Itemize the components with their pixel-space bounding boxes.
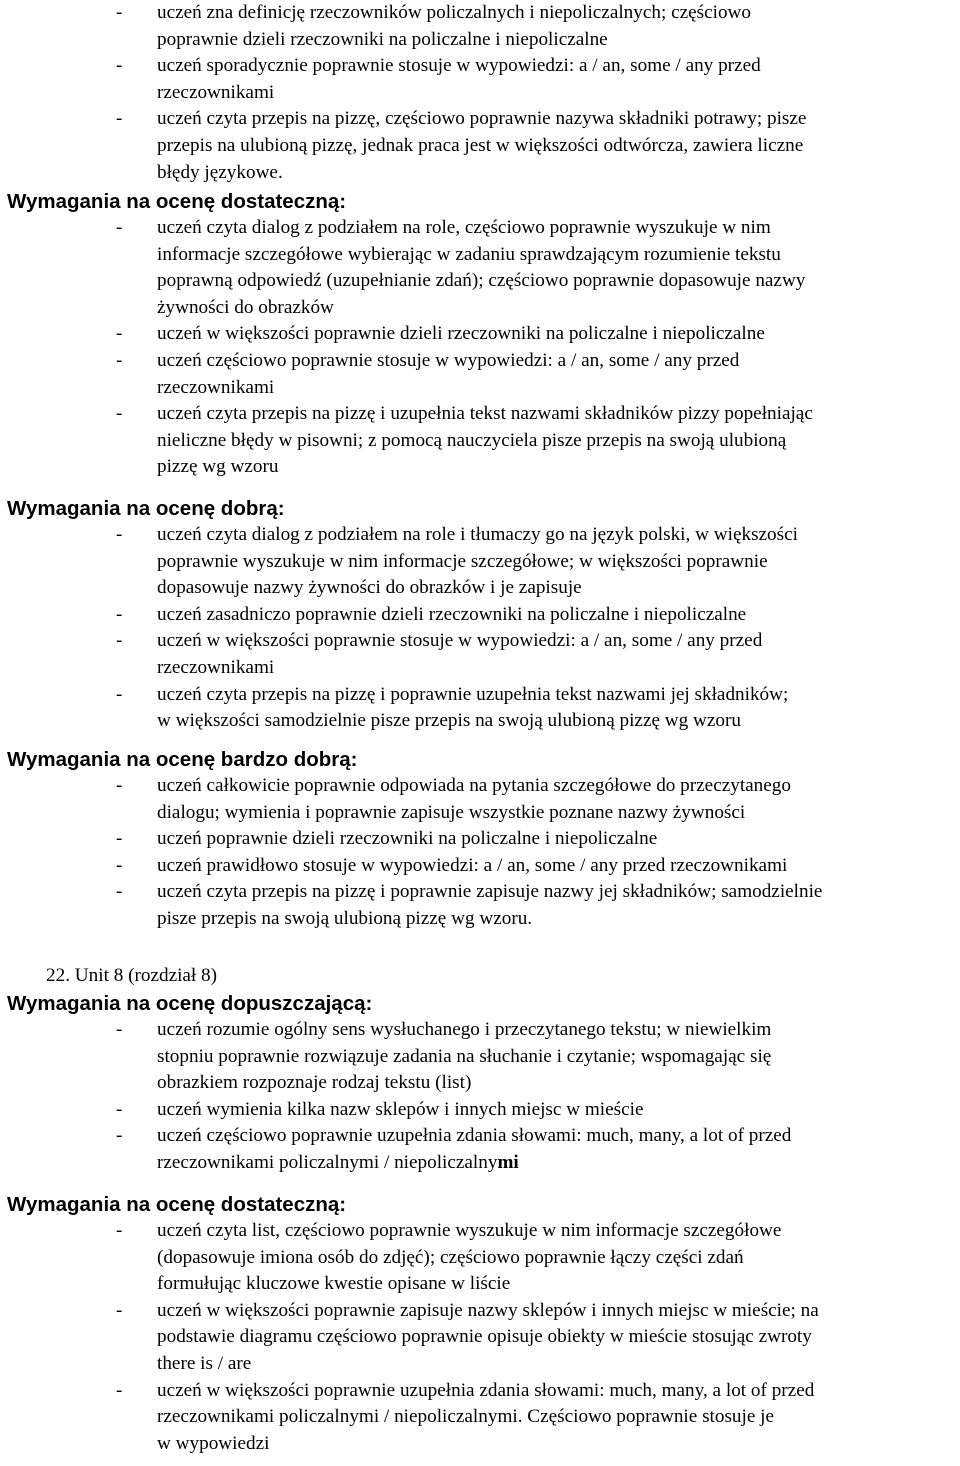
line: żywności do obrazków — [157, 296, 334, 318]
list-item — [0, 1218, 960, 1298]
list-item — [0, 1298, 960, 1378]
unit-number: 22. — [46, 965, 70, 986]
line — [157, 1150, 960, 1177]
line: poprawną odpowiedź (uzupełnianie zdań); częściowo poprawnie dopasowuje nazwy — [157, 270, 806, 292]
line: uczeń zna definicję rzeczowników policzalnych i niepoliczalnych; częściowo — [157, 2, 751, 23]
bullet-dash: - — [116, 854, 123, 876]
line: poprawnie wyszukuje w nim informacje szczegółowe; w większości poprawnie — [157, 550, 768, 572]
line: uczeń sporadycznie poprawnie stosuje w wypowiedzi: a / an, some / any przed — [157, 55, 761, 77]
list-item — [0, 401, 960, 481]
line: uczeń wymienia kilka nazw sklepów i innych miejsc w mieście — [157, 1098, 644, 1120]
list-item — [0, 1378, 960, 1458]
line: podstawie diagramu częściowo poprawnie opisuje obiekty w mieście stosując zwroty — [157, 1326, 812, 1348]
section-dostateczna-unit8 — [0, 1191, 960, 1457]
list-item — [0, 682, 960, 735]
bullet-dash: - — [116, 1379, 123, 1401]
list-item — [0, 1123, 960, 1176]
section-heading: Wymagania na ocenę dostateczną: — [7, 1193, 347, 1216]
line: pisze przepis na swoją ulubioną pizzę wg wzoru. — [157, 907, 533, 929]
bullet-dash: - — [116, 630, 123, 652]
line: poprawnie dzieli rzeczowniki na policzalne i niepoliczalne — [157, 28, 608, 50]
list-item — [0, 1097, 960, 1124]
line: (dopasowuje imiona osób do zdjęć); częściowo poprawnie łączy części zdań — [157, 1246, 744, 1268]
line: uczeń czyta przepis na pizzę i poprawnie uzupełnia tekst nazwami jej składników; — [157, 683, 789, 705]
section-heading: Wymagania na ocenę bardzo dobrą: — [7, 748, 358, 771]
list-item — [0, 348, 960, 401]
line: there is / are — [157, 1352, 252, 1374]
line: uczeń czyta przepis na pizzę i uzupełnia tekst nazwami składników pizzy popełniając — [157, 403, 813, 425]
line: w większości samodzielnie pisze przepis na swoją ulubioną pizzę wg wzoru — [157, 710, 741, 732]
bullet-dash: - — [116, 349, 123, 371]
line: uczeń częściowo poprawnie stosuje w wypowiedzi: a / an, some / any przed — [157, 349, 740, 371]
line: rzeczownikami — [157, 376, 275, 398]
unit-title: Unit 8 (rozdział 8) — [74, 965, 218, 986]
line: uczeń w większości poprawnie dzieli rzeczowniki na policzalne i niepoliczalne — [157, 323, 765, 345]
list-item — [0, 773, 960, 826]
list-item — [0, 879, 960, 932]
section-heading: Wymagania na ocenę dopuszczającą: — [7, 992, 373, 1015]
list-item — [0, 522, 960, 602]
bullet-dash: - — [116, 828, 123, 850]
line: dopasowuje nazwy żywności do obrazków i je zapisuje — [157, 577, 582, 599]
line: stopniu poprawnie rozwiązuje zadania na słuchanie i czytanie; wspomagając się — [157, 1045, 772, 1067]
list-item — [0, 826, 960, 853]
line: w wypowiedzi — [157, 1432, 270, 1454]
list-item — [0, 321, 960, 348]
bullet-dash: - — [116, 1125, 123, 1147]
line: uczeń całkowicie poprawnie odpowiada na pytania szczegółowe do przeczytanego — [157, 775, 791, 796]
bullet-dash: - — [116, 881, 123, 903]
line: dialogu; wymienia i poprawnie zapisuje wszystkie poznane nazwy żywności — [157, 801, 746, 823]
list-item — [0, 0, 960, 53]
line: rzeczownikami — [157, 81, 275, 103]
bullet-dash: - — [116, 1299, 123, 1321]
line: uczeń czyta przepis na pizzę, częściowo poprawnie nazywa składniki potrawy; pisze — [157, 108, 807, 130]
bullet-dash: - — [116, 524, 123, 545]
list-item — [0, 628, 960, 681]
requirements-continuation — [0, 0, 960, 186]
bullet-dash: - — [116, 108, 123, 130]
line-text: rzeczownikami policzalnymi / niepoliczalny — [157, 1151, 498, 1173]
line: uczeń w większości poprawnie stosuje w wypowiedzi: a / an, some / any przed — [157, 630, 763, 652]
bullet-dash: - — [116, 217, 123, 238]
line: rzeczownikami — [157, 656, 275, 678]
unit-heading — [0, 963, 960, 990]
line: nieliczne błędy w pisowni; z pomocą nauczyciela pisze przepis na swoją ulubioną — [157, 429, 787, 451]
line: uczeń czyta dialog z podziałem na role i tłumaczy go na język polski, w większości — [157, 524, 798, 545]
line: przepis na ulubioną pizzę, jednak praca jest w większości odtwórcza, zawiera liczne — [157, 134, 804, 156]
bullet-dash: - — [116, 1098, 123, 1120]
bullet-dash: - — [116, 1220, 123, 1241]
section-dopuszczajaca — [0, 990, 960, 1177]
line: obrazkiem rozpoznaje rodzaj tekstu (list) — [157, 1072, 472, 1094]
line: uczeń częściowo poprawnie uzupełnia zdania słowami: much, many, a lot of przed — [157, 1125, 792, 1147]
line: błędy językowe. — [157, 161, 283, 183]
section-dobra — [0, 495, 960, 735]
line: formułując kluczowe kwestie opisane w liście — [157, 1273, 511, 1295]
line: pizzę wg wzoru — [157, 456, 279, 478]
line: uczeń czyta przepis na pizzę i poprawnie zapisuje nazwy jej składników; samodzielnie — [157, 881, 823, 903]
section-dostateczna — [0, 188, 960, 481]
line: uczeń poprawnie dzieli rzeczowniki na policzalne i niepoliczalne — [157, 828, 658, 850]
bold-suffix: mi — [497, 1151, 519, 1173]
bullet-dash: - — [116, 603, 123, 625]
line: uczeń czyta list, częściowo poprawnie wyszukuje w nim informacje szczegółowe — [157, 1220, 782, 1241]
list-item — [0, 53, 960, 106]
bullet-dash: - — [116, 1019, 123, 1040]
line: uczeń w większości poprawnie uzupełnia zdania słowami: much, many, a lot of przed — [157, 1379, 815, 1401]
list-item — [0, 1017, 960, 1097]
bullet-dash: - — [116, 775, 123, 796]
list-item — [0, 106, 960, 186]
bullet-dash: - — [116, 2, 123, 23]
section-heading: Wymagania na ocenę dostateczną: — [7, 190, 347, 213]
line: rzeczownikami policzalnymi / niepoliczalnymi. Częściowo poprawnie stosuje je — [157, 1406, 775, 1428]
list-item — [0, 853, 960, 880]
section-heading: Wymagania na ocenę dobrą: — [7, 497, 285, 520]
list-item — [0, 602, 960, 629]
bullet-dash: - — [116, 403, 123, 425]
line: uczeń zasadniczo poprawnie dzieli rzeczowniki na policzalne i niepoliczalne — [157, 603, 747, 625]
bullet-dash: - — [116, 55, 123, 77]
line: informacje szczegółowe wybierając w zadaniu sprawdzającym rozumienie tekstu — [157, 243, 781, 265]
line: uczeń rozumie ogólny sens wysłuchanego i przeczytanego tekstu; w niewielkim — [157, 1019, 772, 1040]
line: uczeń czyta dialog z podziałem na role, częściowo poprawnie wyszukuje w nim — [157, 217, 771, 238]
list-item — [0, 215, 960, 321]
section-bardzo-dobra — [0, 746, 960, 933]
line: uczeń prawidłowo stosuje w wypowiedzi: a / an, some / any przed rzeczownikami — [157, 854, 788, 876]
line: uczeń w większości poprawnie zapisuje nazwy sklepów i innych miejsc w mieście; na — [157, 1299, 819, 1321]
bullet-dash: - — [116, 323, 123, 345]
bullet-dash: - — [116, 683, 123, 705]
